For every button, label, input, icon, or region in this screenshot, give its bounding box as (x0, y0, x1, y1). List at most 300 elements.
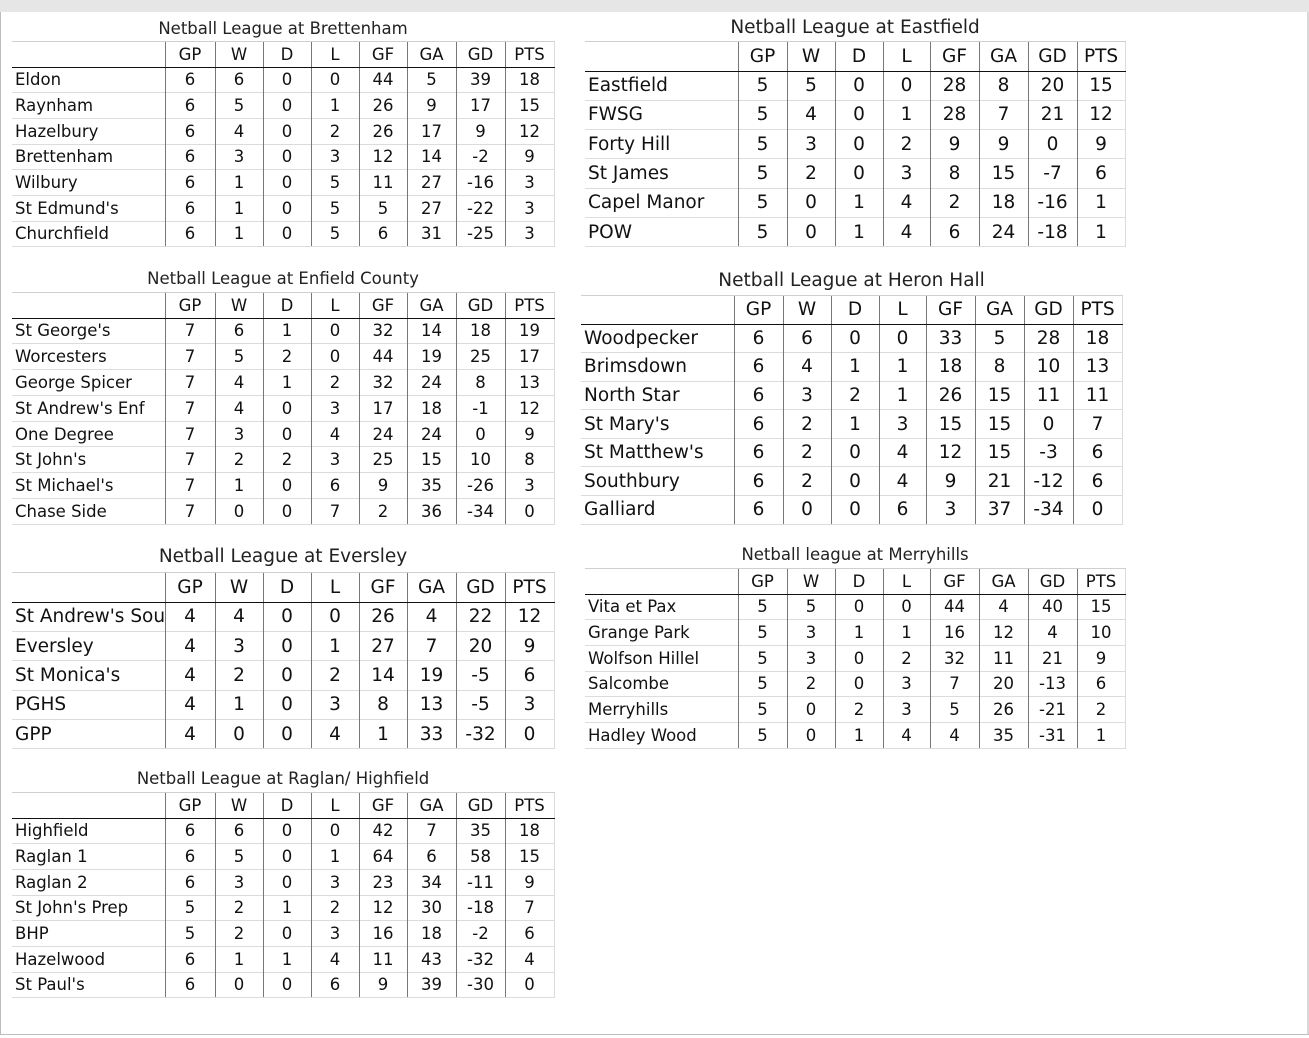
stat-gp: 6 (165, 844, 215, 870)
stat-gd: -5 (456, 661, 505, 690)
stat-gf: 6 (359, 221, 407, 247)
stat-gp: 5 (738, 130, 787, 159)
stat-gf: 33 (926, 324, 975, 353)
stat-ga: 7 (407, 818, 456, 844)
column-header-l: L (879, 295, 926, 324)
stat-gp: 4 (165, 602, 215, 631)
league-table-merryhills (585, 541, 1126, 749)
stat-ga: 4 (407, 602, 456, 631)
column-header-w: W (787, 568, 835, 594)
stat-d: 0 (263, 631, 311, 660)
stat-gf: 28 (930, 71, 979, 100)
stat-d: 0 (263, 921, 311, 947)
stat-gp: 5 (165, 921, 215, 947)
table-row (12, 318, 554, 344)
table-row (581, 353, 1122, 382)
column-header-d: D (263, 41, 311, 67)
stat-l: 2 (311, 118, 359, 144)
stat-l: 4 (879, 438, 926, 467)
stat-l: 6 (311, 473, 359, 499)
stat-gf: 18 (926, 353, 975, 382)
stat-l: 7 (311, 499, 359, 525)
stat-ga: 33 (407, 720, 456, 749)
stat-gf: 14 (359, 661, 407, 690)
stat-w: 0 (787, 722, 835, 748)
stat-pts: 6 (505, 921, 554, 947)
stat-gd: -2 (456, 921, 505, 947)
stat-gp: 6 (165, 869, 215, 895)
stat-l: 3 (311, 869, 359, 895)
stat-w: 2 (215, 447, 263, 473)
team-name: Brettenham (12, 144, 165, 170)
column-header-w: W (787, 41, 835, 71)
team-name: St George's (12, 318, 165, 344)
stat-d: 0 (263, 93, 311, 119)
stat-ga: 8 (975, 353, 1024, 382)
stat-ga: 24 (407, 370, 456, 396)
stat-w: 1 (215, 690, 263, 719)
stat-gf: 64 (359, 844, 407, 870)
team-name: Forty Hill (585, 130, 738, 159)
stat-l: 3 (311, 395, 359, 421)
stat-w: 5 (215, 344, 263, 370)
stat-w: 0 (787, 697, 835, 723)
stat-l: 4 (311, 421, 359, 447)
stat-d: 0 (835, 645, 883, 671)
stat-gf: 12 (359, 895, 407, 921)
stat-w: 4 (215, 395, 263, 421)
table-row (12, 720, 554, 749)
stat-gd: -34 (1024, 496, 1073, 525)
stat-gp: 7 (165, 370, 215, 396)
team-name: Galliard (581, 496, 734, 525)
league-title: Netball League at Raglan/ Highfield (12, 766, 554, 792)
stat-ga: 4 (979, 594, 1028, 620)
table-row (585, 159, 1125, 188)
stat-gp: 6 (165, 144, 215, 170)
stat-gd: 20 (456, 631, 505, 660)
stat-pts: 0 (505, 720, 554, 749)
stat-gp: 5 (738, 645, 787, 671)
stat-gp: 4 (165, 631, 215, 660)
stat-gf: 26 (926, 381, 975, 410)
stat-w: 3 (783, 381, 831, 410)
stat-gd: 11 (1024, 381, 1073, 410)
stat-gp: 5 (738, 671, 787, 697)
stat-d: 0 (263, 844, 311, 870)
stat-l: 0 (311, 344, 359, 370)
stat-pts: 13 (505, 370, 554, 396)
stat-w: 3 (215, 631, 263, 660)
stat-d: 0 (263, 118, 311, 144)
column-header-w: W (215, 292, 263, 318)
stat-d: 1 (263, 895, 311, 921)
column-header-ga: GA (979, 568, 1028, 594)
stat-gf: 26 (359, 602, 407, 631)
stat-gd: -1 (456, 395, 505, 421)
stat-gf: 9 (359, 473, 407, 499)
table-row (581, 496, 1122, 525)
stat-l: 3 (879, 410, 926, 439)
column-header-d: D (263, 292, 311, 318)
stat-ga: 18 (979, 188, 1028, 217)
stat-d: 0 (835, 671, 883, 697)
stat-gf: 23 (359, 869, 407, 895)
stat-pts: 9 (505, 421, 554, 447)
stat-gf: 32 (359, 370, 407, 396)
stat-l: 5 (311, 221, 359, 247)
stat-pts: 7 (1073, 410, 1122, 439)
stat-pts: 15 (1077, 594, 1125, 620)
stat-d: 2 (835, 697, 883, 723)
stat-ga: 5 (975, 324, 1024, 353)
team-name: BHP (12, 921, 165, 947)
stat-d: 1 (835, 620, 883, 646)
table-row (12, 690, 554, 719)
column-header-d: D (263, 572, 311, 602)
team-name: Woodpecker (581, 324, 734, 353)
stat-ga: 15 (975, 410, 1024, 439)
table-row (12, 972, 554, 998)
column-header-gd: GD (456, 792, 505, 818)
stat-gp: 5 (738, 159, 787, 188)
stat-gd: -22 (456, 195, 505, 221)
stat-l: 6 (311, 972, 359, 998)
team-name: Highfield (12, 818, 165, 844)
team-name: St Edmund's (12, 195, 165, 221)
stat-gd: 17 (456, 93, 505, 119)
stat-gd: -11 (456, 869, 505, 895)
stat-d: 0 (835, 71, 883, 100)
stat-gd: 21 (1028, 645, 1077, 671)
team-name: Chase Side (12, 499, 165, 525)
stat-pts: 3 (505, 195, 554, 221)
stat-pts: 1 (1077, 722, 1125, 748)
team-name: Grange Park (585, 620, 738, 646)
stat-ga: 21 (975, 467, 1024, 496)
stat-ga: 35 (407, 473, 456, 499)
table-row (585, 217, 1125, 246)
stat-gf: 2 (359, 499, 407, 525)
stat-gp: 6 (165, 67, 215, 93)
stat-ga: 24 (979, 217, 1028, 246)
column-header-w: W (215, 792, 263, 818)
stat-d: 0 (831, 496, 879, 525)
stat-ga: 15 (407, 447, 456, 473)
column-header-l: L (311, 292, 359, 318)
team-name: PGHS (12, 690, 165, 719)
table-row (585, 620, 1125, 646)
stat-gp: 6 (165, 818, 215, 844)
stat-pts: 7 (505, 895, 554, 921)
stat-ga: 18 (407, 395, 456, 421)
stat-ga: 19 (407, 344, 456, 370)
team-name: St James (585, 159, 738, 188)
stat-pts: 2 (1077, 697, 1125, 723)
stat-ga: 9 (407, 93, 456, 119)
stat-pts: 1 (1077, 217, 1125, 246)
column-header-pts: PTS (1073, 295, 1122, 324)
stat-gf: 44 (359, 67, 407, 93)
stat-d: 1 (831, 353, 879, 382)
stat-w: 4 (215, 602, 263, 631)
stat-ga: 19 (407, 661, 456, 690)
stat-pts: 0 (505, 972, 554, 998)
stat-l: 4 (311, 946, 359, 972)
stat-gd: 40 (1028, 594, 1077, 620)
table-row (12, 869, 554, 895)
header-team-cell (12, 41, 165, 67)
stat-ga: 13 (407, 690, 456, 719)
stat-pts: 3 (505, 473, 554, 499)
stat-gp: 7 (165, 318, 215, 344)
team-name: St Michael's (12, 473, 165, 499)
stat-ga: 27 (407, 195, 456, 221)
column-header-gp: GP (165, 292, 215, 318)
stat-l: 0 (883, 71, 930, 100)
stat-w: 2 (215, 895, 263, 921)
stat-gp: 7 (165, 421, 215, 447)
stat-d: 0 (263, 972, 311, 998)
team-name: GPP (12, 720, 165, 749)
stat-gp: 7 (165, 447, 215, 473)
stat-pts: 15 (505, 844, 554, 870)
team-name: One Degree (12, 421, 165, 447)
team-name: Salcombe (585, 671, 738, 697)
stat-gd: 28 (1024, 324, 1073, 353)
column-header-gp: GP (165, 41, 215, 67)
team-name: Hazelbury (12, 118, 165, 144)
team-name: Wolfson Hillel (585, 645, 738, 671)
column-header-ga: GA (407, 572, 456, 602)
table-row (581, 381, 1122, 410)
stat-d: 1 (263, 318, 311, 344)
stat-gd: 35 (456, 818, 505, 844)
stat-l: 1 (883, 620, 930, 646)
stat-w: 5 (215, 93, 263, 119)
stat-gf: 8 (359, 690, 407, 719)
stat-gd: -13 (1028, 671, 1077, 697)
stat-ga: 39 (407, 972, 456, 998)
table-row (585, 100, 1125, 129)
stat-ga: 11 (979, 645, 1028, 671)
stat-w: 2 (783, 467, 831, 496)
stat-gd: -25 (456, 221, 505, 247)
team-name: FWSG (585, 100, 738, 129)
stat-gf: 1 (359, 720, 407, 749)
stat-pts: 3 (505, 690, 554, 719)
stat-gd: -18 (456, 895, 505, 921)
stat-w: 0 (787, 188, 835, 217)
table-row (585, 697, 1125, 723)
stat-ga: 37 (975, 496, 1024, 525)
table-row (12, 447, 554, 473)
column-header-gp: GP (165, 792, 215, 818)
stat-gp: 5 (165, 895, 215, 921)
stat-gp: 6 (734, 467, 783, 496)
team-name: St John's (12, 447, 165, 473)
stat-gp: 5 (738, 100, 787, 129)
stat-w: 3 (215, 144, 263, 170)
stat-d: 0 (263, 395, 311, 421)
stat-d: 0 (263, 421, 311, 447)
stat-gd: -26 (456, 473, 505, 499)
stat-pts: 10 (1077, 620, 1125, 646)
stat-d: 0 (835, 159, 883, 188)
table-row (585, 722, 1125, 748)
stat-gp: 6 (734, 324, 783, 353)
stat-gp: 5 (738, 722, 787, 748)
stat-w: 6 (215, 818, 263, 844)
header-team-cell (585, 41, 738, 71)
stat-gd: -2 (456, 144, 505, 170)
header-team-cell (581, 295, 734, 324)
stat-l: 3 (311, 921, 359, 947)
stat-ga: 8 (979, 71, 1028, 100)
column-header-d: D (835, 41, 883, 71)
stat-gd: 22 (456, 602, 505, 631)
stat-gd: 39 (456, 67, 505, 93)
team-name: North Star (581, 381, 734, 410)
league-table-eastfield (585, 15, 1126, 247)
column-header-gp: GP (738, 41, 787, 71)
table-row (12, 499, 554, 525)
stat-w: 3 (215, 869, 263, 895)
stat-w: 3 (787, 620, 835, 646)
stat-gd: 18 (456, 318, 505, 344)
frame-bottom-edge (0, 1034, 1309, 1035)
stat-d: 0 (835, 100, 883, 129)
column-header-gd: GD (1024, 295, 1073, 324)
stat-pts: 15 (505, 93, 554, 119)
stat-d: 0 (263, 720, 311, 749)
stat-ga: 7 (979, 100, 1028, 129)
column-header-gf: GF (359, 792, 407, 818)
stat-d: 1 (835, 188, 883, 217)
table-row (12, 221, 554, 247)
stat-w: 2 (787, 671, 835, 697)
stat-gf: 8 (930, 159, 979, 188)
table-row (581, 410, 1122, 439)
stat-ga: 18 (407, 921, 456, 947)
column-header-gf: GF (359, 292, 407, 318)
team-name: St Paul's (12, 972, 165, 998)
column-header-gd: GD (456, 292, 505, 318)
table-row (12, 67, 554, 93)
stat-gp: 7 (165, 473, 215, 499)
stat-d: 0 (263, 499, 311, 525)
stat-l: 0 (311, 318, 359, 344)
stat-w: 6 (215, 67, 263, 93)
stat-gf: 9 (359, 972, 407, 998)
stat-gf: 9 (930, 130, 979, 159)
stat-d: 2 (263, 344, 311, 370)
team-name: Capel Manor (585, 188, 738, 217)
stat-gf: 44 (359, 344, 407, 370)
stat-pts: 19 (505, 318, 554, 344)
stat-gp: 4 (165, 690, 215, 719)
stat-l: 3 (883, 697, 930, 723)
stat-l: 3 (311, 144, 359, 170)
stat-d: 0 (263, 869, 311, 895)
stat-l: 1 (311, 844, 359, 870)
stat-gp: 6 (734, 410, 783, 439)
stat-gd: 0 (456, 421, 505, 447)
column-header-ga: GA (407, 292, 456, 318)
stat-gf: 5 (930, 697, 979, 723)
table-row (12, 170, 554, 196)
stat-w: 5 (215, 844, 263, 870)
stat-pts: 12 (505, 395, 554, 421)
stat-d: 0 (263, 67, 311, 93)
stat-w: 2 (783, 438, 831, 467)
table-row (585, 71, 1125, 100)
stat-ga: 31 (407, 221, 456, 247)
column-header-ga: GA (407, 792, 456, 818)
stat-pts: 1 (1077, 188, 1125, 217)
stat-pts: 12 (1077, 100, 1125, 129)
stat-gp: 6 (165, 118, 215, 144)
table-row (581, 324, 1122, 353)
stat-w: 6 (215, 318, 263, 344)
league-title: Netball League at Eastfield (585, 15, 1125, 41)
column-header-ga: GA (407, 41, 456, 67)
column-header-l: L (883, 41, 930, 71)
column-header-gp: GP (738, 568, 787, 594)
stat-d: 0 (263, 170, 311, 196)
stat-ga: 36 (407, 499, 456, 525)
stat-gp: 6 (165, 93, 215, 119)
stat-d: 1 (831, 410, 879, 439)
header-team-cell (12, 792, 165, 818)
stat-l: 1 (883, 100, 930, 129)
table-row (581, 438, 1122, 467)
stat-gd: -30 (456, 972, 505, 998)
stat-gf: 3 (926, 496, 975, 525)
stat-w: 6 (783, 324, 831, 353)
stat-pts: 18 (505, 818, 554, 844)
table-row (12, 421, 554, 447)
stat-gf: 11 (359, 946, 407, 972)
stat-l: 3 (311, 447, 359, 473)
stat-d: 0 (835, 594, 883, 620)
stat-d: 0 (263, 221, 311, 247)
stat-gp: 7 (165, 395, 215, 421)
stat-gd: 8 (456, 370, 505, 396)
stat-l: 4 (883, 188, 930, 217)
stat-w: 1 (215, 946, 263, 972)
stat-gf: 12 (359, 144, 407, 170)
stat-pts: 9 (505, 631, 554, 660)
stat-pts: 4 (505, 946, 554, 972)
stat-pts: 15 (1077, 71, 1125, 100)
stat-gd: -7 (1028, 159, 1077, 188)
stat-pts: 9 (505, 144, 554, 170)
team-name: Eldon (12, 67, 165, 93)
column-header-gf: GF (930, 568, 979, 594)
stat-gp: 5 (738, 620, 787, 646)
stat-l: 4 (311, 720, 359, 749)
stat-gp: 6 (734, 381, 783, 410)
column-header-gd: GD (1028, 41, 1077, 71)
stat-w: 4 (783, 353, 831, 382)
stat-d: 1 (835, 722, 883, 748)
league-table-eversley (12, 541, 555, 749)
team-name: Raglan 2 (12, 869, 165, 895)
table-row (12, 661, 554, 690)
column-header-gf: GF (930, 41, 979, 71)
stat-gp: 6 (734, 353, 783, 382)
